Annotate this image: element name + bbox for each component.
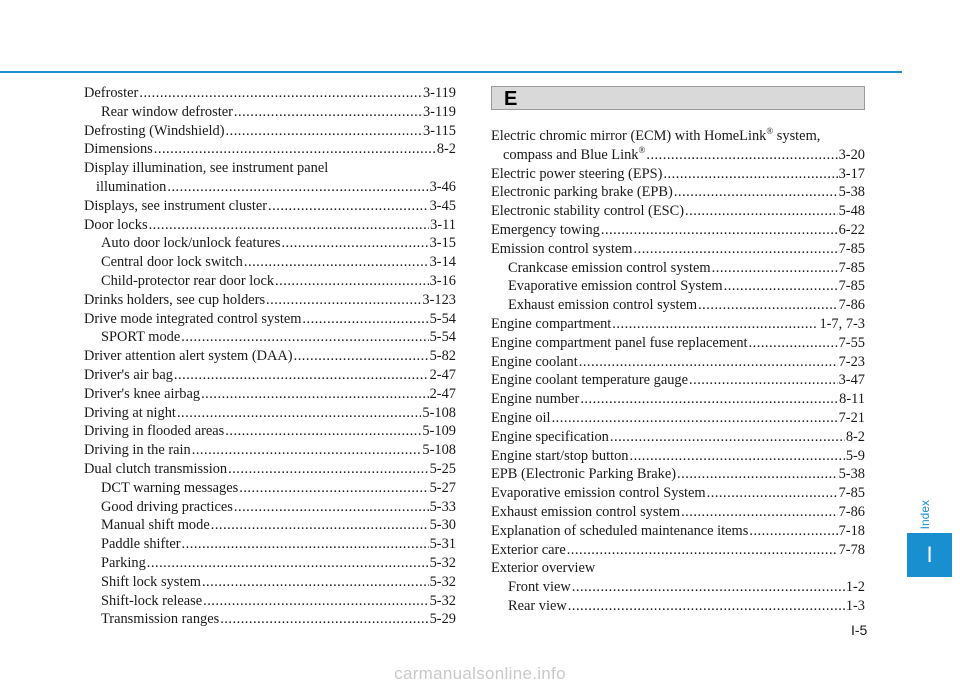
leader-dots bbox=[712, 259, 838, 278]
index-entry-label: Displays, see instrument cluster bbox=[84, 197, 268, 214]
ecm-text-cont: compass and Blue Link bbox=[503, 146, 639, 163]
index-entry[interactable] bbox=[84, 310, 456, 329]
index-entry-label: Dual clutch transmission bbox=[84, 460, 228, 477]
index-entry[interactable] bbox=[491, 371, 865, 390]
index-subentry[interactable] bbox=[491, 597, 865, 616]
leader-dots bbox=[167, 178, 428, 197]
index-entry-page: 3-15 bbox=[429, 235, 456, 252]
leader-dots bbox=[201, 385, 429, 404]
index-entry-label: Shift lock system bbox=[101, 573, 201, 590]
index-entry-label: Driver attention alert system (DAA) bbox=[84, 348, 293, 365]
index-entry[interactable] bbox=[84, 460, 456, 479]
index-entry-page: 3-14 bbox=[429, 254, 456, 271]
index-entry-page: 5-108 bbox=[422, 442, 456, 459]
leader-dots bbox=[698, 296, 838, 315]
index-entry-label: Exterior care bbox=[491, 541, 566, 558]
index-entry-label: Paddle shifter bbox=[101, 536, 181, 553]
leader-dots bbox=[192, 441, 422, 460]
leader-dots bbox=[567, 541, 838, 560]
index-column-left bbox=[84, 84, 456, 629]
leader-dots bbox=[749, 334, 838, 353]
index-entry[interactable] bbox=[491, 503, 865, 522]
index-entry-label: Central door lock switch bbox=[101, 254, 243, 271]
index-entry-label: Driving at night bbox=[84, 404, 176, 421]
index-subentry[interactable] bbox=[84, 253, 456, 272]
index-entry-label: Defroster bbox=[84, 85, 139, 101]
leader-dots bbox=[689, 371, 838, 390]
leader-dots bbox=[174, 366, 429, 385]
leader-dots bbox=[685, 202, 838, 221]
index-entry-label: Electric power steering (EPS) bbox=[491, 165, 663, 182]
index-entry[interactable] bbox=[84, 404, 456, 423]
index-entry-label: Driving in the rain bbox=[84, 442, 191, 459]
index-entry[interactable] bbox=[491, 447, 865, 466]
index-subentry[interactable] bbox=[491, 259, 865, 278]
index-entry[interactable] bbox=[491, 541, 865, 560]
leader-dots bbox=[294, 347, 429, 366]
index-entry[interactable] bbox=[491, 240, 865, 259]
index-entry-page: 3-119 bbox=[422, 103, 456, 120]
index-entry-page: 3-17 bbox=[838, 165, 865, 182]
leader-dots bbox=[646, 146, 837, 165]
index-entry[interactable] bbox=[84, 122, 456, 141]
index-entry[interactable] bbox=[491, 165, 865, 184]
index-entry[interactable] bbox=[84, 385, 456, 404]
leader-dots bbox=[177, 404, 421, 423]
leader-dots bbox=[677, 465, 838, 484]
index-entry[interactable] bbox=[84, 441, 456, 460]
index-subentry[interactable] bbox=[84, 610, 456, 629]
index-entry-page: 3-11 bbox=[430, 216, 456, 233]
leader-dots bbox=[225, 422, 421, 441]
index-entry-page: 3-115 bbox=[422, 122, 456, 139]
index-column-right bbox=[491, 127, 865, 616]
index-entry-label: Drinks holders, see cup holders bbox=[84, 291, 266, 308]
index-entry-page: 3-45 bbox=[429, 197, 456, 214]
leader-dots bbox=[266, 291, 421, 310]
index-entry[interactable] bbox=[84, 140, 456, 159]
index-entry-page: 5-109 bbox=[422, 423, 456, 440]
index-subentry[interactable] bbox=[84, 535, 456, 554]
index-subentry[interactable] bbox=[84, 328, 456, 347]
leader-dots bbox=[302, 310, 428, 329]
index-entry-page: 3-119 bbox=[422, 85, 456, 101]
ecm-text-part2: system, bbox=[773, 128, 821, 144]
side-tab-letter[interactable]: I bbox=[907, 533, 952, 577]
leader-dots bbox=[220, 610, 428, 629]
index-entry-label: Drive mode integrated control system bbox=[84, 310, 302, 327]
index-entry-label: Emergency towing bbox=[491, 221, 600, 238]
index-entry-label: Evaporative emission control System bbox=[508, 278, 723, 295]
leader-dots bbox=[268, 197, 429, 216]
index-entry-label: Engine coolant bbox=[491, 353, 578, 370]
index-entry-label: Emission control system bbox=[491, 240, 633, 257]
index-entry-label: Child-protector rear door lock bbox=[101, 272, 275, 289]
index-entry-label: Explanation of scheduled maintenance items bbox=[491, 522, 749, 539]
index-entry-page: 5-27 bbox=[429, 479, 456, 496]
index-entry-label: EPB (Electronic Parking Brake) bbox=[491, 466, 677, 483]
index-entry-page: 7-55 bbox=[838, 334, 865, 351]
leader-dots bbox=[202, 573, 429, 592]
index-entry-page: 3-47 bbox=[838, 372, 865, 389]
index-subentry[interactable] bbox=[491, 296, 865, 315]
index-entry-ecm[interactable] bbox=[491, 127, 865, 165]
index-entry-page: 3-20 bbox=[838, 146, 865, 163]
index-entry-label: Engine compartment bbox=[491, 315, 612, 332]
leader-dots bbox=[228, 460, 429, 479]
index-subentry[interactable] bbox=[491, 277, 865, 296]
index-entry-label: Manual shift mode bbox=[101, 517, 210, 534]
index-entry-page: 1-3 bbox=[845, 597, 865, 614]
index-entry-label: Crankcase emission control system bbox=[508, 259, 711, 276]
section-letter: E bbox=[504, 88, 518, 110]
leader-dots bbox=[663, 165, 837, 184]
leader-dots bbox=[749, 522, 837, 541]
index-entry-label: Engine oil bbox=[491, 409, 551, 426]
index-entry-label: Parking bbox=[101, 554, 146, 571]
index-entry[interactable] bbox=[491, 409, 865, 428]
leader-dots bbox=[612, 315, 818, 334]
index-entry-page: 5-48 bbox=[838, 203, 865, 220]
index-entry-page: 7-85 bbox=[838, 485, 865, 502]
index-entry-page: 3-16 bbox=[429, 272, 456, 289]
leader-dots bbox=[580, 390, 838, 409]
index-entry-page: 5-82 bbox=[429, 348, 456, 365]
index-entry-page: 5-32 bbox=[429, 592, 456, 609]
index-entry-page: 8-11 bbox=[839, 391, 865, 408]
index-subentry[interactable] bbox=[491, 578, 865, 597]
index-entry-label: Engine start/stop button bbox=[491, 447, 629, 464]
leader-dots bbox=[281, 234, 428, 253]
index-entry-label: Electronic stability control (ESC) bbox=[491, 203, 685, 220]
index-entry-page: 5-38 bbox=[838, 466, 865, 483]
index-entry[interactable] bbox=[491, 484, 865, 503]
index-entry-page: 7-86 bbox=[838, 503, 865, 520]
index-entry-label: Exhaust emission control system bbox=[508, 297, 698, 314]
page-number: I-5 bbox=[851, 622, 868, 638]
index-entry-label: Engine specification bbox=[491, 428, 609, 445]
index-subentry[interactable] bbox=[84, 234, 456, 253]
index-entry-label: Engine number bbox=[491, 391, 580, 408]
index-entry-label: Driver's knee airbag bbox=[84, 385, 201, 402]
index-subentry[interactable] bbox=[84, 516, 456, 535]
index-entry-page: 7-86 bbox=[838, 297, 865, 314]
index-entry-label: Exterior overview bbox=[491, 560, 596, 577]
index-entry-page: 3-46 bbox=[429, 178, 456, 195]
index-entry-page: 5-9 bbox=[845, 447, 865, 464]
index-entry[interactable] bbox=[491, 334, 865, 353]
index-entry-label-cont: illumination bbox=[96, 178, 167, 195]
index-entry[interactable] bbox=[491, 183, 865, 202]
leader-dots bbox=[275, 272, 429, 291]
header-rule bbox=[0, 71, 902, 73]
index-entry-label: Electronic parking brake (EPB) bbox=[491, 184, 673, 201]
index-entry-page: 2-47 bbox=[429, 366, 456, 383]
index-entry-label: Defrosting (Windshield) bbox=[84, 122, 225, 139]
index-entry-label: Dimensions bbox=[84, 141, 153, 158]
index-entry-page: 5-54 bbox=[429, 310, 456, 327]
index-entry-page: 5-32 bbox=[429, 573, 456, 590]
index-entry[interactable] bbox=[491, 202, 865, 221]
leader-dots bbox=[610, 428, 845, 447]
leader-dots bbox=[572, 578, 845, 597]
index-entry[interactable] bbox=[491, 428, 865, 447]
index-subentry[interactable] bbox=[84, 103, 456, 122]
index-entry-page: 5-33 bbox=[429, 498, 456, 515]
index-entry-page: 5-32 bbox=[429, 554, 456, 571]
index-entry[interactable] bbox=[491, 353, 865, 372]
index-entry-label: Transmission ranges bbox=[101, 611, 220, 628]
registered-mark: ® bbox=[638, 145, 646, 155]
index-entry-page: 7-78 bbox=[838, 541, 865, 558]
leader-dots bbox=[724, 277, 838, 296]
index-entry-page: 5-31 bbox=[429, 536, 456, 553]
index-entry-label: SPORT mode bbox=[101, 329, 181, 346]
side-tab-label: Index bbox=[918, 500, 932, 530]
index-entry-page: 5-30 bbox=[429, 517, 456, 534]
index-entry-label: Rear view bbox=[508, 597, 567, 614]
index-entry-page: 5-38 bbox=[838, 184, 865, 201]
leader-dots bbox=[244, 253, 429, 272]
index-entry-page: 5-25 bbox=[429, 460, 456, 477]
index-entry-page: 2-47 bbox=[429, 385, 456, 402]
index-entry-label: Good driving practices bbox=[101, 498, 233, 515]
leader-dots bbox=[234, 498, 429, 517]
index-entry-page: 1-2 bbox=[845, 579, 865, 596]
index-entry-page: 1-7, 7-3 bbox=[819, 315, 865, 332]
index-entry-page: 5-29 bbox=[429, 611, 456, 628]
index-entry-page: 5-108 bbox=[422, 404, 456, 421]
index-subentry[interactable] bbox=[84, 498, 456, 517]
leader-dots bbox=[630, 447, 845, 466]
index-entry[interactable] bbox=[491, 465, 865, 484]
index-entry-page: 7-85 bbox=[838, 240, 865, 257]
index-entry-label: Engine compartment panel fuse replacement bbox=[491, 334, 748, 351]
index-subentry[interactable] bbox=[84, 479, 456, 498]
index-subentry[interactable] bbox=[84, 554, 456, 573]
index-entry[interactable] bbox=[491, 221, 865, 240]
index-entry-label: Evaporative emission control System bbox=[491, 485, 706, 502]
index-subentry[interactable] bbox=[84, 592, 456, 611]
index-entry[interactable] bbox=[84, 291, 456, 310]
index-entry-page: 7-85 bbox=[838, 259, 865, 276]
index-entry[interactable] bbox=[84, 422, 456, 441]
leader-dots bbox=[674, 183, 838, 202]
index-entry-label: Driving in flooded areas bbox=[84, 423, 225, 440]
index-entry[interactable] bbox=[491, 559, 865, 578]
watermark: carmanualsonline.info bbox=[394, 664, 566, 683]
index-entry[interactable] bbox=[491, 390, 865, 409]
index-entry-page: 5-54 bbox=[429, 329, 456, 346]
index-entry[interactable] bbox=[84, 216, 456, 235]
leader-dots bbox=[182, 535, 429, 554]
leader-dots bbox=[681, 503, 838, 522]
index-subentry[interactable] bbox=[84, 573, 456, 592]
index-entry-label: Rear window defroster bbox=[101, 103, 233, 120]
index-entry[interactable] bbox=[491, 315, 865, 334]
index-entry-label: Front view bbox=[508, 579, 571, 596]
index-entry-label: Exhaust emission control system bbox=[491, 503, 681, 520]
index-entry-label: Shift-lock release bbox=[101, 592, 203, 609]
leader-dots bbox=[149, 216, 430, 235]
index-subentry[interactable] bbox=[84, 272, 456, 291]
index-entry[interactable] bbox=[84, 84, 456, 103]
registered-mark: ® bbox=[766, 126, 774, 137]
leader-dots bbox=[579, 353, 838, 372]
index-entry-page: 7-18 bbox=[838, 522, 865, 539]
index-entry-page: 8-2 bbox=[436, 141, 456, 158]
index-entry-page: 7-85 bbox=[838, 278, 865, 295]
index-entry-page: 6-22 bbox=[838, 221, 865, 238]
leader-dots bbox=[239, 479, 428, 498]
ecm-text-part1: Electric chromic mirror (ECM) with HomeLink bbox=[491, 128, 767, 144]
leader-dots bbox=[181, 328, 428, 347]
index-entry-page: 8-2 bbox=[845, 428, 865, 445]
leader-dots bbox=[707, 484, 838, 503]
leader-dots bbox=[634, 240, 838, 259]
index-entry-label: Engine coolant temperature gauge bbox=[491, 372, 688, 389]
leader-dots bbox=[203, 592, 429, 611]
leader-dots bbox=[211, 516, 429, 535]
index-entry-label: Door locks bbox=[84, 216, 148, 233]
index-entry-label: DCT warning messages bbox=[101, 479, 239, 496]
index-entry[interactable] bbox=[84, 366, 456, 385]
leader-dots bbox=[552, 409, 838, 428]
section-header-e bbox=[491, 86, 865, 110]
index-entry[interactable] bbox=[84, 159, 456, 197]
index-entry-label: Display illumination, see instrument panel bbox=[84, 160, 329, 177]
index-entry[interactable] bbox=[84, 197, 456, 216]
index-entry[interactable] bbox=[491, 522, 865, 541]
index-entry-page: 3-123 bbox=[422, 291, 456, 308]
leader-dots bbox=[139, 84, 422, 103]
index-entry-page: 7-23 bbox=[838, 353, 865, 370]
index-entry-label: Driver's air bag bbox=[84, 366, 173, 383]
leader-dots bbox=[226, 122, 422, 141]
leader-dots bbox=[601, 221, 838, 240]
leader-dots bbox=[154, 140, 436, 159]
leader-dots bbox=[568, 597, 845, 616]
leader-dots bbox=[147, 554, 429, 573]
index-entry[interactable] bbox=[84, 347, 456, 366]
index-entry-label: Auto door lock/unlock features bbox=[101, 235, 281, 252]
index-entry-page: 7-21 bbox=[838, 409, 865, 426]
leader-dots bbox=[234, 103, 422, 122]
